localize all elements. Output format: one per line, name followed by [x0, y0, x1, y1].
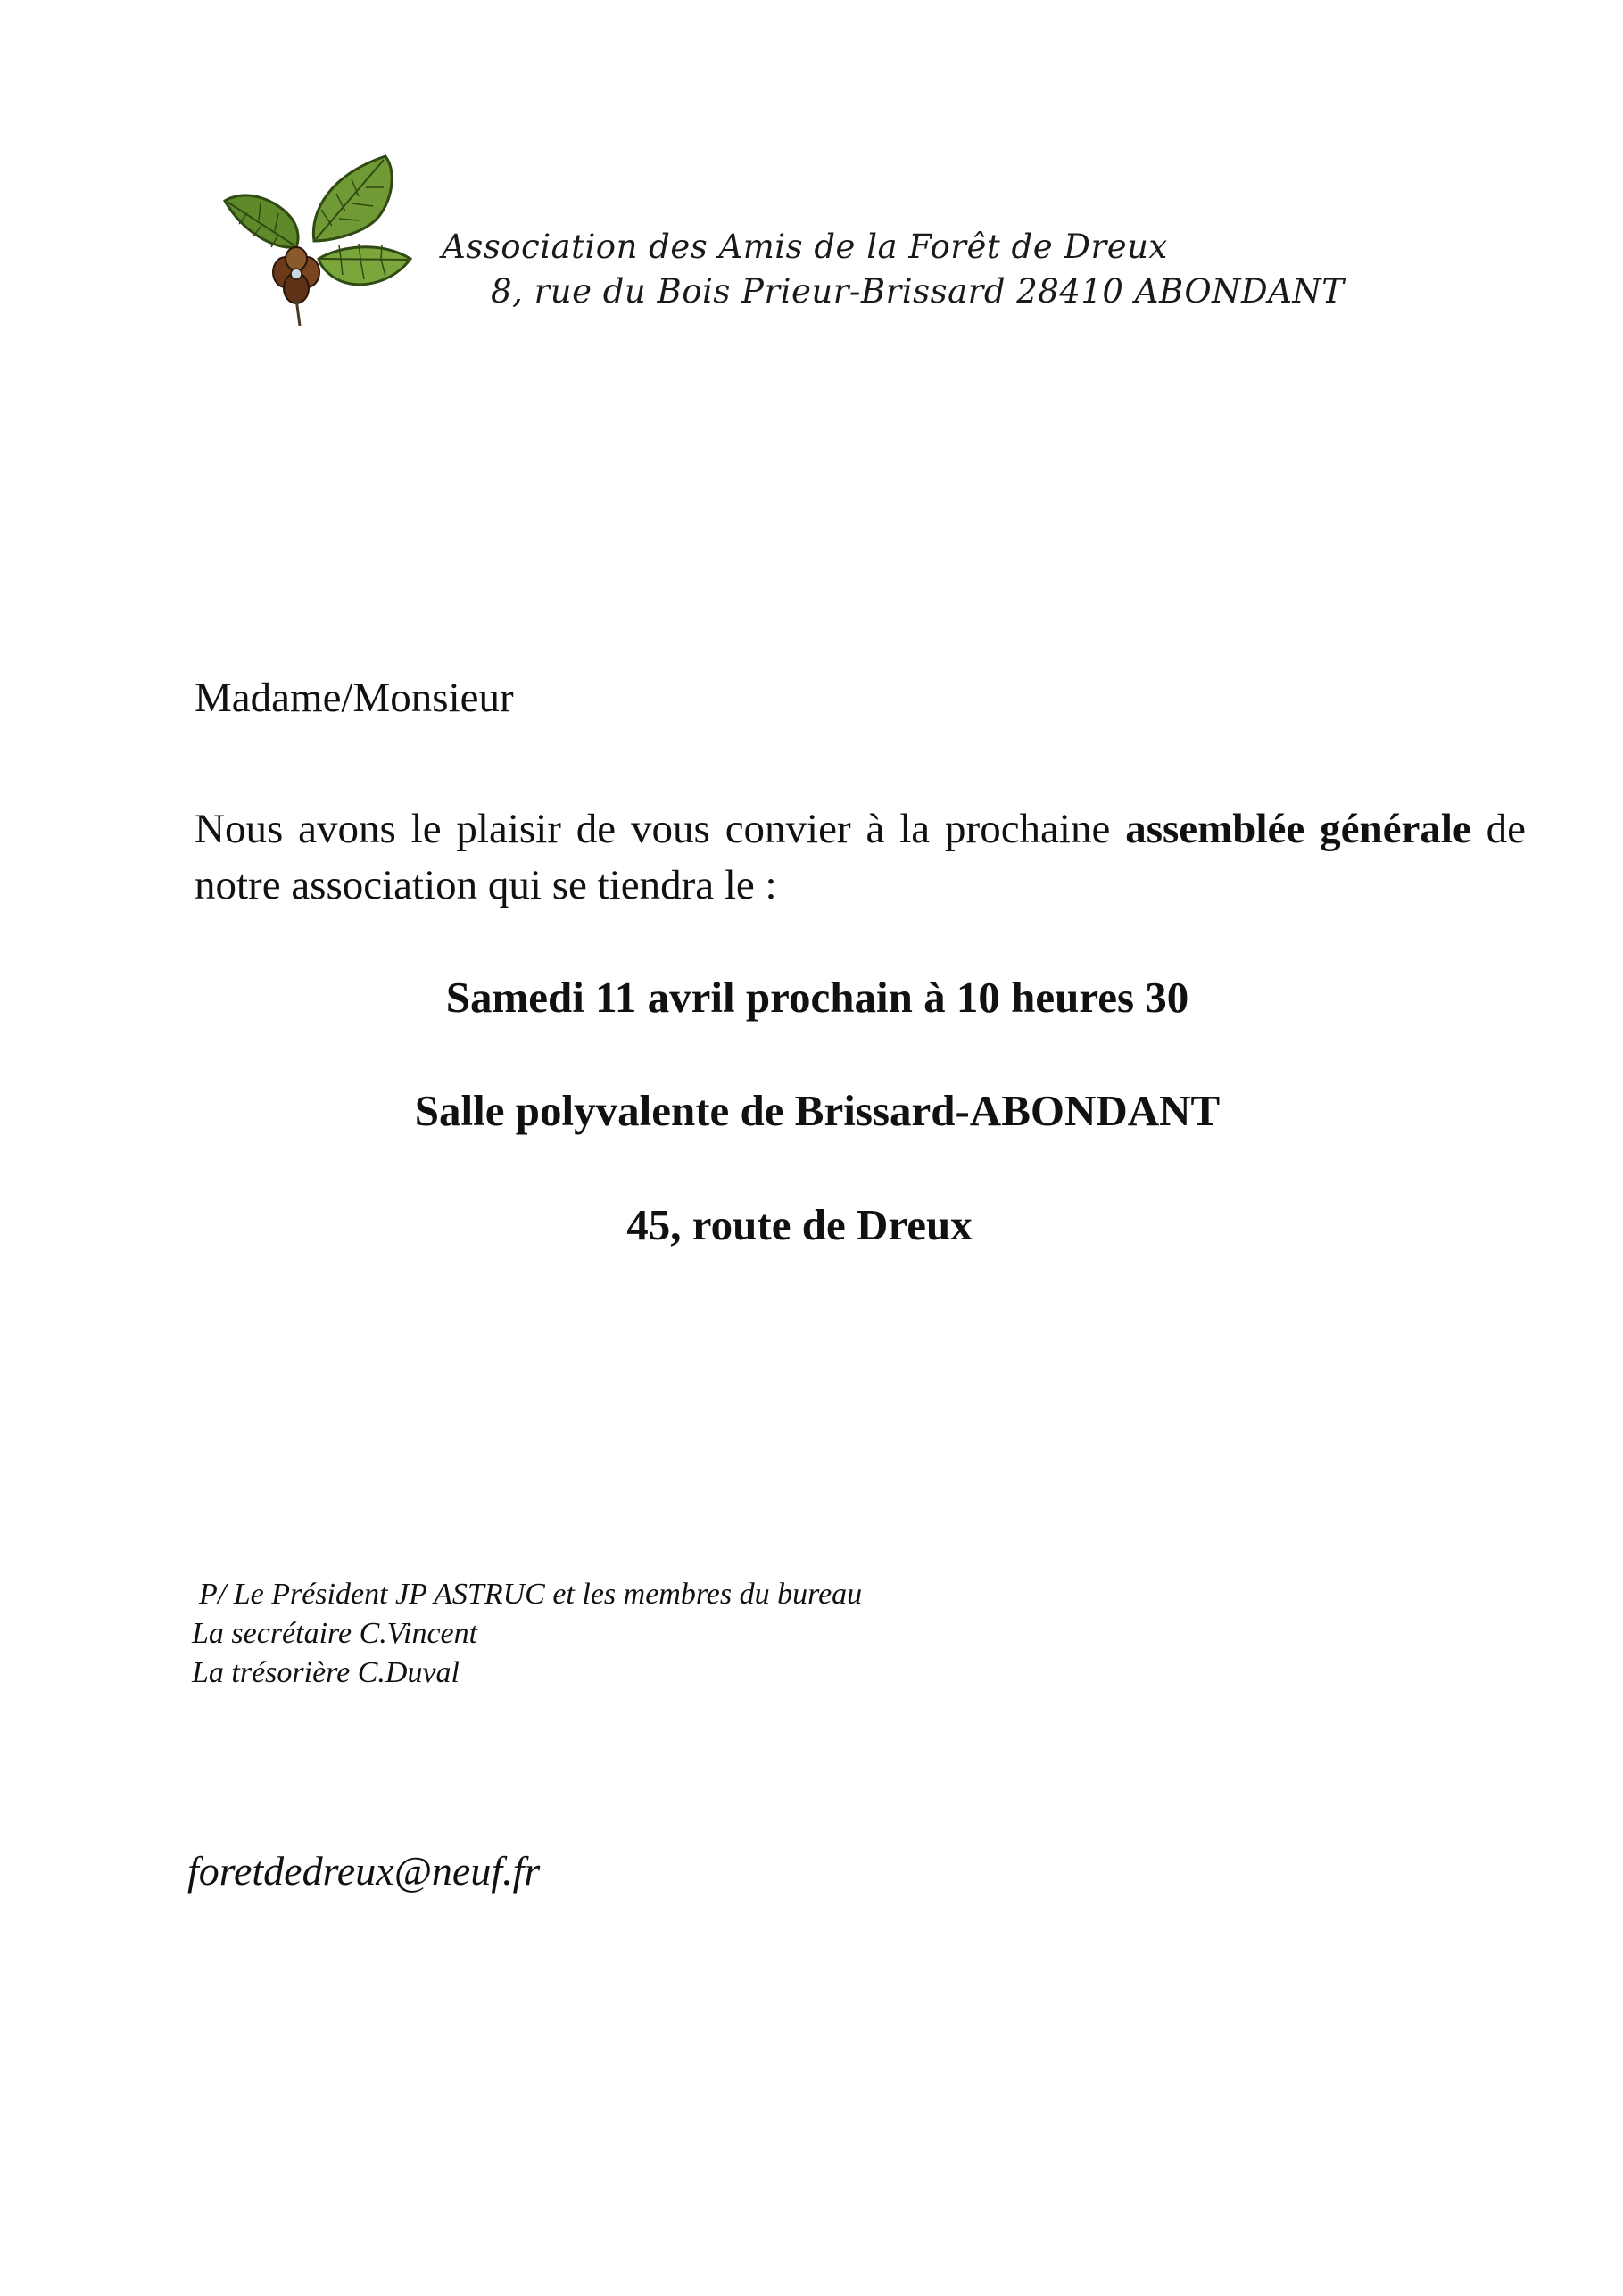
oak-leaves-logo-icon — [207, 147, 414, 326]
invitation-text-after: de notre association qui se tiendra le : — [195, 806, 1526, 908]
invitation-paragraph — [195, 801, 1526, 914]
event-address: 45, route de Dreux — [626, 1200, 973, 1249]
signature-block — [192, 1575, 862, 1693]
contact-email: foretdedreux@neuf.fr — [187, 1848, 541, 1894]
invitation-bold-text: assemblée générale — [1125, 806, 1471, 852]
letterhead — [442, 225, 1344, 314]
salutation: Madame/Monsieur — [195, 675, 514, 721]
event-venue: Salle polyvalente de Brissard-ABONDANT — [414, 1086, 1221, 1135]
signature-secretary: La secrétaire C.Vincent — [192, 1617, 478, 1650]
association-name: Association des Amis de la Forêt de Dreux — [442, 228, 1168, 266]
event-date-time: Samedi 11 avril prochain à 10 heures 30 — [445, 973, 1189, 1022]
signature-treasurer: La trésorière C.Duval — [192, 1656, 460, 1689]
association-address: 8, rue du Bois Prieur-Brissard 28410 ABONDANT — [491, 272, 1345, 311]
invitation-text-before: Nous avons le plaisir de vous convier à la prochaine — [195, 806, 1126, 852]
signature-president: P/ Le Président JP ASTRUC et les membres du bureau — [199, 1578, 863, 1611]
